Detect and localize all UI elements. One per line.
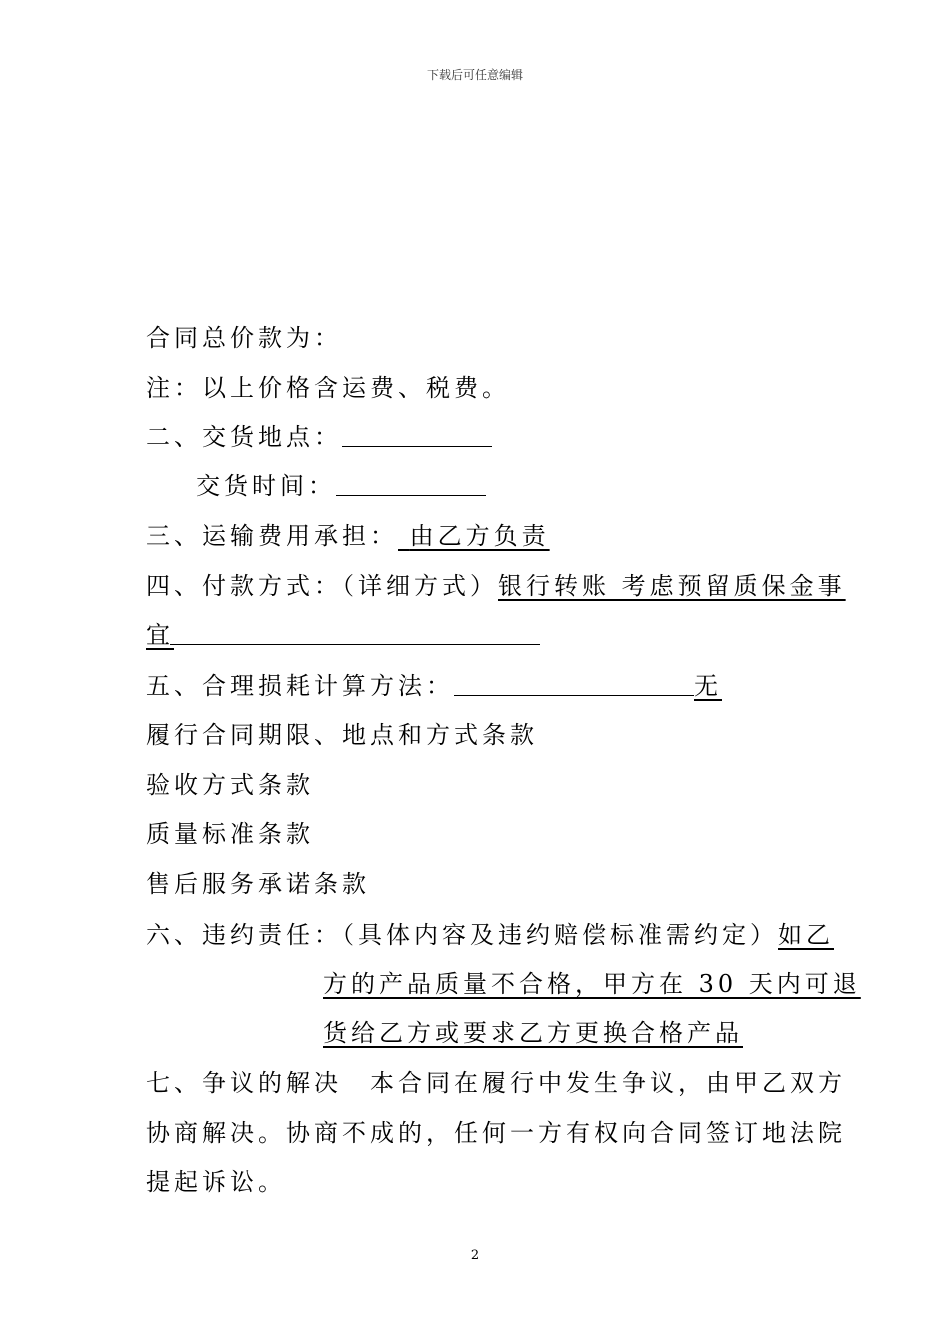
loss-value: 无 bbox=[694, 672, 722, 700]
clause-aftersales-text: 售后服务承诺条款 bbox=[146, 870, 370, 898]
clause-quality-text: 质量标准条款 bbox=[146, 820, 314, 848]
delivery-place-line bbox=[146, 422, 492, 452]
breach-value-2: 方的产品质量不合格，甲方在 30 天内可退 bbox=[323, 970, 861, 998]
payment-blank bbox=[170, 620, 540, 645]
payment-value-2: 宜 bbox=[146, 621, 174, 649]
dispute-text-3: 提起诉讼。 bbox=[146, 1168, 286, 1196]
price-note: 注：以上价格含运费、税费。 bbox=[146, 374, 510, 402]
payment-line-2 bbox=[146, 620, 540, 650]
dispute-line-1 bbox=[146, 1068, 846, 1098]
page-header-note: 下载后可任意编辑 bbox=[426, 68, 523, 82]
breach-value-3: 货给乙方或要求乙方更换合格产品 bbox=[323, 1019, 743, 1047]
page-number: 2 bbox=[470, 1248, 480, 1263]
dispute-text-1: 七、争议的解决 本合同在履行中发生争议，由甲乙双方 bbox=[146, 1069, 846, 1097]
loss-line bbox=[146, 671, 722, 701]
dispute-text-2: 协商解决。协商不成的，任何一方有权向合同签订地法院 bbox=[146, 1119, 846, 1147]
clause-performance bbox=[146, 720, 538, 750]
delivery-time-label: 交货时间： bbox=[196, 472, 336, 500]
payment-label: 四、付款方式：（详细方式） bbox=[146, 572, 498, 600]
breach-line-1 bbox=[146, 920, 834, 950]
price-note-line bbox=[146, 373, 510, 403]
dispute-line-3 bbox=[146, 1167, 286, 1197]
total-price-line bbox=[146, 323, 342, 353]
breach-line-2 bbox=[323, 969, 861, 999]
dispute-line-2 bbox=[146, 1118, 846, 1148]
transport-label: 三、运输费用承担： bbox=[146, 522, 398, 550]
breach-line-3 bbox=[323, 1018, 743, 1048]
transport-line bbox=[146, 521, 550, 551]
clause-quality bbox=[146, 819, 314, 849]
delivery-place-blank bbox=[342, 422, 492, 447]
payment-value-1: 银行转账 考虑预留质保金事 bbox=[498, 572, 846, 600]
clause-acceptance-text: 验收方式条款 bbox=[146, 771, 314, 799]
clause-acceptance bbox=[146, 770, 314, 800]
loss-label: 五、合理损耗计算方法： bbox=[146, 672, 454, 700]
transport-value: 由乙方负责 bbox=[409, 522, 550, 550]
payment-line-1 bbox=[146, 571, 846, 601]
clause-aftersales bbox=[146, 869, 370, 899]
breach-label: 六、违约责任：（具体内容及违约赔偿标准需约定） bbox=[146, 921, 778, 949]
delivery-time-blank bbox=[336, 471, 486, 496]
loss-blank bbox=[454, 671, 694, 696]
breach-value-1: 如乙 bbox=[778, 921, 834, 949]
delivery-place-label: 二、交货地点： bbox=[146, 423, 342, 451]
delivery-time-line bbox=[196, 471, 486, 501]
clause-performance-text: 履行合同期限、地点和方式条款 bbox=[146, 721, 538, 749]
total-price-label: 合同总价款为： bbox=[146, 324, 342, 352]
